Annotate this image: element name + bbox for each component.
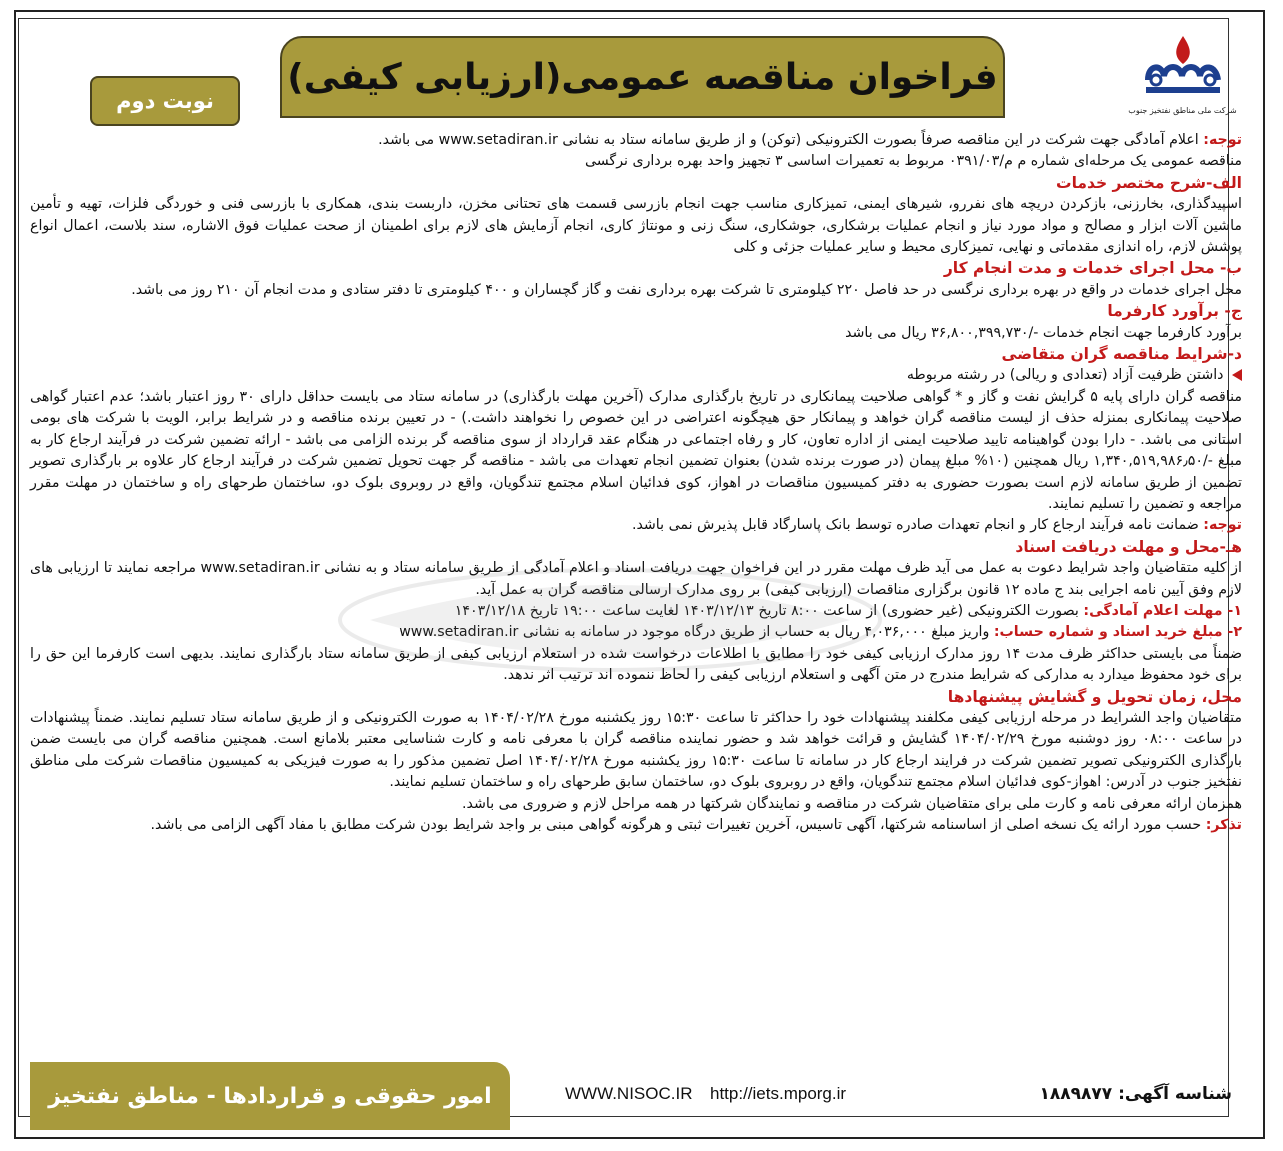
item1-paragraph [30,601,1242,622]
section-f-text2: همزمان ارائه معرفی نامه و کارت ملی برای متقاضیان شرکت در مناقصه و نمایندگان شرکتها در همه مراحل لازم و ضروری می باشد. [462,795,1242,812]
header [30,20,1250,120]
notice2-paragraph [30,515,1242,536]
reminder-paragraph [30,815,1242,836]
reminder-text: حسب مورد ارائه یک نسخه اصلی از اساسنامه شرکتها، آگهی تاسیس، آخرین تغییرات ثبتی و هرگونه گواهی مبنی بر واجد شرایط بودن شرکت مطابق با مفاد آگهی الزامی می باشد. [150,817,1202,833]
section-f-title: محل، زمان تحویل و گشایش پیشنهادها [947,687,1242,706]
notice2-label: توجه: [1203,517,1242,534]
round-label: نوبت دوم [116,89,214,113]
item2-label: ۲- مبلغ خرید اسناد و شماره حساب: [993,624,1242,641]
section-c-text: برآورد کارفرما جهت انجام خدمات -/۳۶,۸۰۰,۳۹۹,۷۳۰ ریال می باشد [845,324,1242,341]
section-e-note: ضمناً می بایستی حداکثر ظرف مدت ۱۴ روز مدارک ارزیابی کیفی خود را مطابق با اطلاعات درخواست شده در استعلام ارزیابی کیفی از طریق سامانه ستاد بارگذاری نمایند. بدیهی است کارفرما این حق را برای خود محفوظ میدارد به مدارکی که شرایط مندرج در متن آگهی و استعلام ارزیابی کیفی را لحاظ ننموده اند ترتیب اثر ندهد. [30,645,1242,684]
ad-id: شناسه آگهی: ۱۸۸۹۸۷۷ [1039,1084,1232,1104]
oil-company-logo-icon [1138,32,1228,104]
section-a-text: اسپیدگذاری، بخارزنی، بازکردن دریچه های نفررو، شیرهای ایمنی، تمیزکاری مناسب جهت انجام بازرسی قسمت های تحتانی مخزن، داربست بندی، همکاری با بازرسی فنی و خوردگی فلزات، تهیه و تأمین ماشین آلات ابزار و مصالح و مواد مورد نیاز و انجام عملیات برشکاری، جوشکاری، سنگ زنی و مونتاژ کاری، انجام آزمایش های لازم برای اطمینان از صحت عملیات فوق الاشاره، سند بلاست، اعمال انواع پوشش لازم، راه اندازی مقدماتی و نهایی، تمیزکاری محیط و سایر عملیات جزئی و کلی [30,196,1242,256]
title-banner [280,36,1005,118]
section-d-title: د-شرایط مناقصه گران متقاضی [1001,345,1242,364]
item1-label: ۱- مهلت اعلام آمادگی: [1083,602,1242,619]
section-d-text: مناقصه گران دارای پایه ۵ گرایش نفت و گاز و * گواهی صلاحیت پیمانکاری در تاریخ بارگذاری مدارک (آخرین مهلت بارگذاری) در سامانه ستاد می بایست حداقل دارای ۳۰ روز اعتبار باشد؛ عدم اعتبار گواهی صلاحیت پیمانکاری بمنزله حذف از لیست مناقصه گران خواهد و پیمانکار حق هیچگونه اعتراضی در این خصوص را نخواهند داشت.) - در تعیین برنده مناقصه و در شرایط برابر، الویت با شرکت های بومی استانی می باشد. - دارا بودن گواهینامه تایید صلاحیت ایمنی از اداره تعاون، کار و رفاه اجتماعی در هنگام عقد قرارداد از سوی مناقصه گر برنده الزامی می باشد - ارائه تضمین شرکت در فرآیند ارجاع کار به مبلغ -/۱,۳۴۰,۵۱۹,۹۸۶٫۵۰ ریال همچنین (۱۰% مبلغ پیمان (در صورت برنده شدن) بعنوان تضمین انجام تعهدات می باشد - مناقصه گر جهت تحویل تضمین شرکت در فرآیند ارجاع کار علاوه بر بارگذاری تصویر تضمین از طریق سامانه لازم است بصورت حضوری به دفتر کمیسیون مناقصات در اهواز، کوی فدائیان اسلام مجتمع تندگویان، واقع در روبروی بلوک دو، ساختمان طرحهای راه و ساختمان در مهلت مقرر مراجعه و تضمین را تسلیم نمایند. [30,388,1242,512]
footer-department-bar [30,1062,510,1130]
item2-text: واریز مبلغ ۴,۰۳۶,۰۰۰ ریال به حساب از طریق درگاه موجود در سامانه به نشانی www.setadiran.ir [399,624,990,641]
notice-paragraph [30,130,1242,151]
notice-text: اعلام آمادگی جهت شرکت در این مناقصه صرفاً بصورت الکترونیکی (توکن) و از طریق سامانه ستاد به نشانی www.setadiran.ir می باشد. [378,132,1199,148]
section-e-text: از کلیه متقاضیان واجد شرایط دعوت به عمل می آید ظرف مهلت مقرر در این فراخوان جهت دریافت اسناد و اعلام آمادگی از طریق سامانه ستاد و به نشانی www.setadiran.ir مراجعه نمایند تا ارزیابی های لازم وفق آیین نامه اجرایی بند ج ماده ۱۲ قانون برگزاری مناقصات (ارزیابی کیفی) بر روی مدارک ارسالی مناقصه گران به عمل آید. [30,560,1242,598]
intro-paragraph: مناقصه عمومی یک مرحله‌ای شماره م م/۰۳۹۱/۰۳ مربوط به تعمیرات اساسی ۳ تجهیز واحد بهره برداری نرگسی [584,153,1242,170]
section-b-title: ب- محل اجرای خدمات و مدت انجام کار [943,259,1242,278]
section-a-title: الف-شرح مختصر خدمات [1056,173,1242,192]
notice2-text: ضمانت نامه فرآیند ارجاع کار و انجام تعهدات صادره توسط بانک پاسارگاد قابل پذیرش نمی باشد. [631,517,1199,534]
company-logo [1125,32,1240,122]
section-d-bullet: داشتن ظرفیت آزاد (تعدادی و ریالی) در رشته مربوطه [906,367,1224,384]
item2-paragraph [30,622,1242,643]
section-f-text: متقاضیان واجد الشرایط در مرحله ارزیابی کیفی مکلفند پیشنهادات خود را حداکثر تا ساعت ۱۵:۳۰ روز یکشنبه مورخ ۱۴۰۴/۰۲/۲۸ به صورت الکترونیکی و از طریق سامانه ستاد تسلیم نمایند. ضمناً پیشنهادات در ساعت ۰۸:۰۰ روز دوشنبه مورخ ۱۴۰۴/۰۲/۲۹ گشایش و قرائت خواهد شد و حضور نماینده مناقصه گران با معرفی نامه و کارت شناسایی معتبر بلامانع است. همچنین مناقصه گران می بایست ضمن بارگذاری الکترونیکی تصویر تضمین شرکت در فرایند ارجاع کار در سامانه تا ساعت ۱۵:۳۰ روز یکشنبه مورخ ۱۴۰۴/۰۲/۲۸ اصل تضمین مذکور را به صورت فیزیکی به کمیسیون مناقصات شرکت ملی مناطق نفتخیز جنوب در آدرس: اهواز-کوی فدائیان اسلام مجتمع تندگویان، واقع در روبروی بلوک دو، ساختمان سابق طرحهای راه و ساختمان تسلیم نمایند. [30,709,1243,791]
triangle-bullet-icon [1232,369,1242,381]
section-b-text: محل اجرای خدمات در واقع در بهره برداری نرگسی در حد فاصل ۲۲۰ کیلومتری تا شرکت بهره برداری نفت و گاز گچساران و ۴۰۰ کیلومتری تا دفتر ستادی و مدت انجام آن ۲۱۰ روز می باشد. [131,281,1242,298]
section-d-bullet-line [30,365,1242,386]
reminder-label: تذکر: [1205,817,1242,833]
footer-department: امور حقوقی و قراردادها - مناطق نفتخیز [48,1083,492,1109]
section-e-title: هـ-محل و مهلت دریافت اسناد [1015,537,1242,556]
round-badge [90,76,240,126]
footer [30,1062,1242,1130]
notice-label: توجه: [1203,132,1242,148]
item1-text: بصورت الکترونیکی (غیر حضوری) از ساعت ۸:۰۰ تاریخ ۱۴۰۳/۱۲/۱۳ لغایت ساعت ۱۹:۰۰ تاریخ ۱۴۰۳/۱۲/۱۸ [454,602,1079,619]
logo-caption: شرکت ملی مناطق نفتخیز جنوب [1128,106,1237,115]
section-c-title: ج- برآورد کارفرما [1107,302,1242,321]
website-link-iets[interactable]: http://iets.mporg.ir [710,1084,847,1103]
website-link-nisoc[interactable]: WWW.NISOC.IR [565,1084,693,1103]
tender-body [30,130,1242,836]
page-title: فراخوان مناقصه عمومی(ارزیابی کیفی) [287,56,998,98]
